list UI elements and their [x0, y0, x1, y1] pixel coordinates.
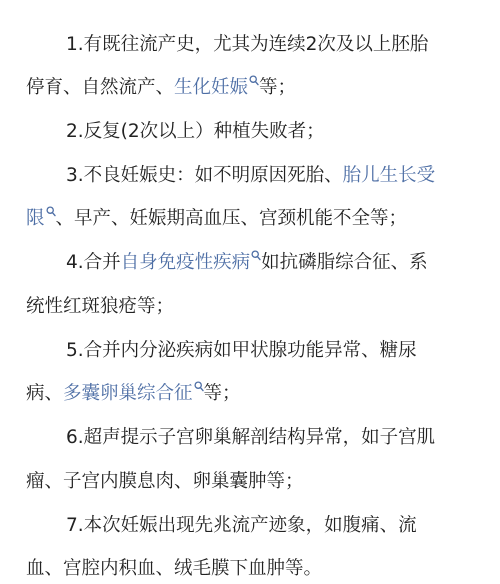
- item-7-text: 血、宫腔内积血、绒毛膜下血肿等。: [26, 558, 323, 579]
- item-4-text: 如抗磷脂综合征、系: [261, 252, 428, 273]
- item-5-text: 等；: [203, 383, 241, 404]
- search-icon[interactable]: [249, 75, 259, 89]
- item-7-line-1: [66, 511, 482, 541]
- link-biochemical-pregnancy[interactable]: [174, 77, 259, 98]
- item-3-text: 、早产、妊娠期高血压、宫颈机能不全等；: [55, 208, 408, 229]
- item-4-text: 统性红斑狼疮等；: [26, 296, 175, 317]
- link-fetal-growth-restriction-cont[interactable]: [26, 208, 56, 229]
- search-icon[interactable]: [46, 206, 56, 220]
- link-label[interactable]: 限: [26, 208, 45, 229]
- item-1-text: 等；: [259, 77, 297, 98]
- item-2-text: 2.反复(2次以上）种植失败者；: [66, 121, 325, 142]
- item-6-line-2: [26, 467, 482, 497]
- item-2-line-1: [66, 117, 482, 147]
- item-1-text: 1.有既往流产史，尤其为连续2次及以上胚胎: [66, 34, 429, 55]
- link-label[interactable]: 自身免疫性疾病: [120, 252, 251, 273]
- item-3-text: 3.不良妊娠史：如不明原因死胎、: [66, 165, 343, 186]
- item-6-text: 瘤、子宫内膜息肉、卵巢囊肿等；: [26, 471, 304, 492]
- link-pcos[interactable]: [63, 383, 204, 404]
- item-4-line-2: [26, 292, 482, 322]
- item-6-text: 6.超声提示子宫卵巢解剖结构异常，如子宫肌: [66, 427, 436, 448]
- item-1-text: 停育、自然流产、: [26, 77, 175, 98]
- item-4-text: 4.合并: [66, 252, 121, 273]
- item-7-text: 7.本次妊娠出现先兆流产迹象，如腹痛、流: [66, 515, 417, 536]
- search-icon[interactable]: [251, 250, 261, 264]
- link-fetal-growth-restriction[interactable]: 胎儿生长受: [342, 165, 436, 186]
- item-6-line-1: [66, 423, 482, 453]
- item-7-line-2: [26, 554, 482, 584]
- item-3-line-1: [66, 161, 482, 191]
- item-5-line-2: [26, 379, 482, 409]
- link-label[interactable]: 生化妊娠: [174, 77, 249, 98]
- item-3-line-2: [26, 204, 482, 234]
- item-1-line-2: [26, 73, 482, 103]
- item-5-line-1: [66, 336, 482, 366]
- item-5-text: 病、: [26, 383, 64, 404]
- item-5-text: 5.合并内分泌疾病如甲状腺功能异常、糖尿: [66, 340, 417, 361]
- search-icon[interactable]: [194, 381, 204, 395]
- link-label[interactable]: 多囊卵巢综合征: [63, 383, 193, 404]
- link-autoimmune-disease[interactable]: [121, 252, 262, 273]
- item-4-line-1: [66, 248, 482, 278]
- item-1-line-1: [66, 30, 482, 60]
